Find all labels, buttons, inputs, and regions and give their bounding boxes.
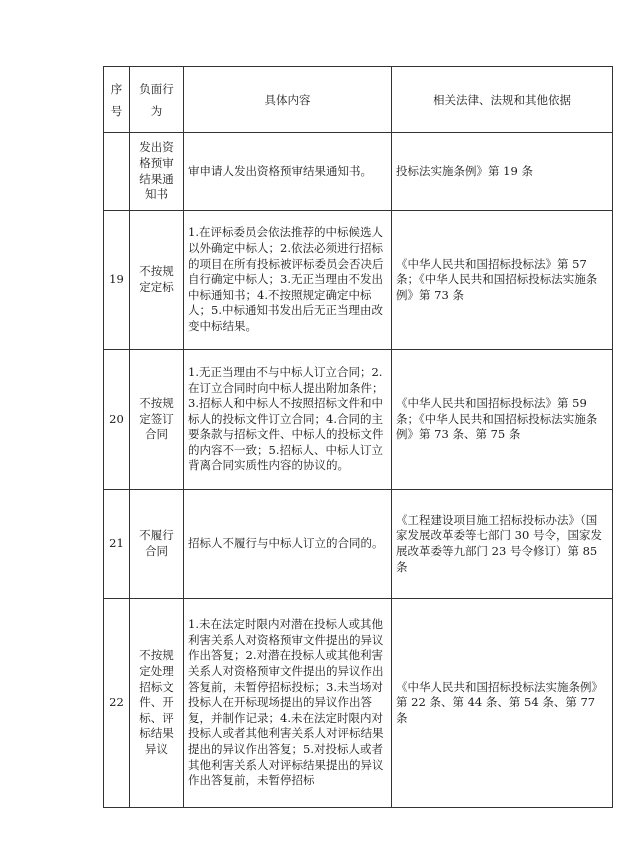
row-content: 1.在评标委员会依法推荐的中标候选人以外确定中标人；2.依法必须进行招标的项目在所有投标被评标委员会否决后自行确定中标人；3.无正当理由不发出中标通知书；4.不按照规定确定中标人；5.中标通知书发出后无正当理由改变中标结果。 [184,211,392,350]
row-category: 不按规定定标 [130,211,184,350]
row-number [104,133,130,211]
row-number: 20 [104,350,130,490]
row-number: 21 [104,490,130,599]
row-category: 不履行合同 [130,490,184,599]
header-content-text: 具体内容 [264,92,311,107]
table-row [104,599,613,808]
row-law: 《工程建设项目施工招标投标办法》（国家发展改革委等七部门 30 号令，国家发展改革委等九部门 23 号令修订）第 85 条 [392,490,613,599]
row-law: 《中华人民共和国招标投标法》第 59 条；《中华人民共和国招标投标法实施条例》第 73 条、第 75 条 [392,350,613,490]
row-content: 审申请人发出资格预审结果通知书。 [184,133,392,211]
row-content: 招标人不履行与中标人订立的合同的。 [184,490,392,599]
header-basis-text: 相关法律、法规和其他依据 [433,92,571,107]
header-basis [392,67,613,133]
header-seq-text: 序号 [110,81,123,118]
table-row [104,211,613,350]
regulation-table [103,66,613,808]
header-seq [104,67,130,133]
table-row [104,133,613,211]
header-behavior [130,67,184,133]
row-number: 22 [104,599,130,808]
header-content [184,67,392,133]
row-content: 1.未在法定时限内对潜在投标人或其他利害关系人对资格预审文件提出的异议作出答复；2.对潜在投标人或其他利害关系人对资格预审文件提出的异议作出答复前，未暂停招标投标；3.未当场对投标人在开标现场提出的异议作出答复，并制作记录；4.未在法定时限内对投标人或者其他利害关系人对评标结果提出的异议作出答复；5.对投标人或者其他利害关系人对评标结果提出的异议作出答复前，未暂停招标 [184,599,392,808]
row-law: 投标法实施条例》第 19 条 [392,133,613,211]
header-behavior-text: 负面行为 [139,81,174,118]
row-category: 发出资格预审结果通知书 [130,133,184,211]
row-content: 1.无正当理由不与中标人订立合同；2.在订立合同时向中标人提出附加条件；3.招标人和中标人不按照招标文件和中标人的投标文件订立合同；4.合同的主要条款与招标文件、中标人的投标文件的内容不一致；5.招标人、中标人订立背离合同实质性内容的协议的。 [184,350,392,490]
row-category: 不按规定处理招标文件、开标、评标结果异议 [130,599,184,808]
row-law: 《中华人民共和国招标投标法》第 57 条；《中华人民共和国招标投标法实施条例》第 73 条 [392,211,613,350]
row-number: 19 [104,211,130,350]
table-row [104,350,613,490]
table-row [104,490,613,599]
row-category: 不按规定签订合同 [130,350,184,490]
row-law: 《中华人民共和国招标投标法实施条例》第 22 条、第 44 条、第 54 条、第 77 条 [392,599,613,808]
table-header-row [104,67,613,133]
